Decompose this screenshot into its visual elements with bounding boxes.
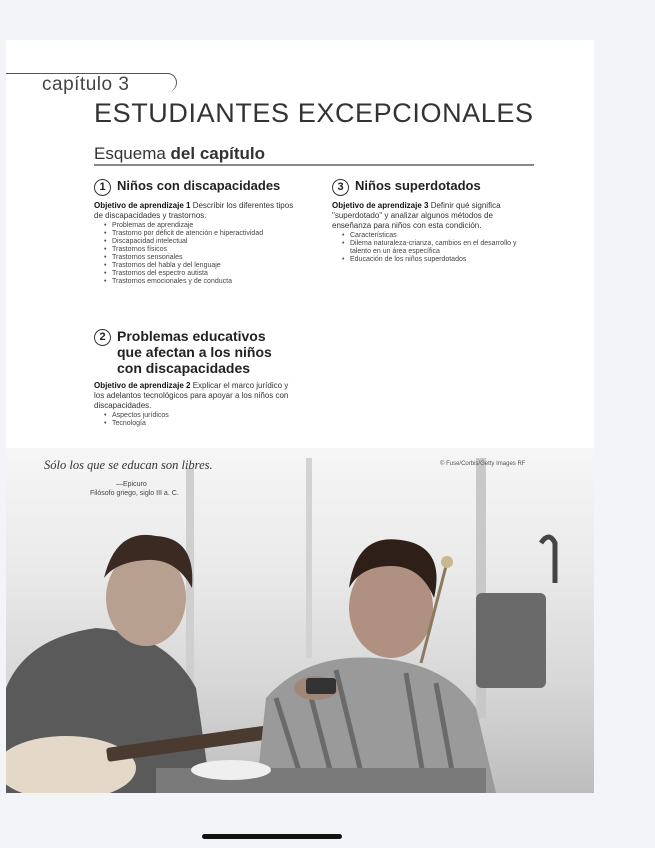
section-2 bbox=[94, 328, 294, 428]
list-item: • Educación de los niños superdotados bbox=[350, 256, 522, 264]
learning-objective bbox=[94, 201, 304, 221]
objective-text: Describir los diferentes tipos de discapacidades y trastornos. bbox=[94, 201, 294, 220]
boys-playing-music-illustration bbox=[6, 448, 594, 793]
list-item: • Trastornos sensoriales bbox=[112, 254, 304, 262]
photo-credit: © Fuse/Corbis/Getty Images RF bbox=[440, 461, 526, 467]
chapter-title: ESTUDIANTES EXCEPCIONALES bbox=[94, 98, 534, 128]
home-indicator[interactable] bbox=[202, 834, 342, 839]
section-title: Problemas educativos que afectan a los niños con discapacidades bbox=[117, 328, 272, 376]
list-item: • Tecnología bbox=[112, 420, 294, 428]
list-item: • Características bbox=[350, 232, 522, 240]
list-item: • Trastorno por déficit de atención e hiperactividad bbox=[112, 230, 304, 238]
list-item: • Trastornos físicos bbox=[112, 246, 304, 254]
objective-text: Definir qué significa "superdotado" y analizar algunos métodos de enseñanza para niños con esta condición. bbox=[332, 201, 501, 230]
list-item: • Problemas de aprendizaje bbox=[112, 222, 304, 230]
list-item: • Trastornos del habla y del lenguaje bbox=[112, 262, 304, 270]
topic-list bbox=[94, 412, 294, 428]
section-number-badge: 1 bbox=[94, 179, 111, 196]
topic-list bbox=[94, 222, 304, 286]
outline-heading bbox=[94, 144, 265, 164]
quote-source: Filósofo griego, siglo III a. C. bbox=[90, 490, 179, 497]
objective-label: Objetivo de aprendizaje 3 bbox=[332, 201, 429, 210]
list-item: • Dilema naturaleza-crianza, cambios en el desarrollo y talento en un área específica bbox=[350, 240, 522, 256]
outline-heading-bold: del capítulo bbox=[170, 144, 266, 163]
section-title: Niños superdotados bbox=[355, 178, 481, 193]
learning-objective bbox=[94, 381, 294, 411]
textbook-page bbox=[6, 40, 594, 793]
chapter-photo bbox=[6, 448, 594, 793]
topic-list bbox=[332, 232, 522, 264]
list-item: • Discapacidad intelectual bbox=[112, 238, 304, 246]
list-item: • Aspectos jurídicos bbox=[112, 412, 294, 420]
objective-text: Explicar el marco jurídico y los adelantos tecnológicos para apoyar a los niños con discapacidades. bbox=[94, 381, 289, 410]
section-title: Niños con discapacidades bbox=[117, 178, 281, 193]
list-item: • Trastornos emocionales y de conducta bbox=[112, 278, 304, 286]
section-number-badge: 2 bbox=[94, 329, 111, 346]
epigraph-quote: Sólo los que se educan son libres. bbox=[44, 458, 213, 472]
objective-label: Objetivo de aprendizaje 1 bbox=[94, 201, 191, 210]
objective-label: Objetivo de aprendizaje 2 bbox=[94, 381, 191, 390]
list-item: • Trastornos del espectro autista bbox=[112, 270, 304, 278]
chapter-label: capítulo 3 bbox=[42, 74, 130, 95]
quote-author: —Epicuro bbox=[116, 481, 147, 488]
section-1 bbox=[94, 178, 304, 286]
learning-objective bbox=[332, 201, 522, 231]
section-3 bbox=[332, 178, 522, 264]
section-number-badge: 3 bbox=[332, 179, 349, 196]
outline-heading-regular: Esquema bbox=[94, 144, 171, 163]
outline-divider bbox=[94, 164, 534, 166]
